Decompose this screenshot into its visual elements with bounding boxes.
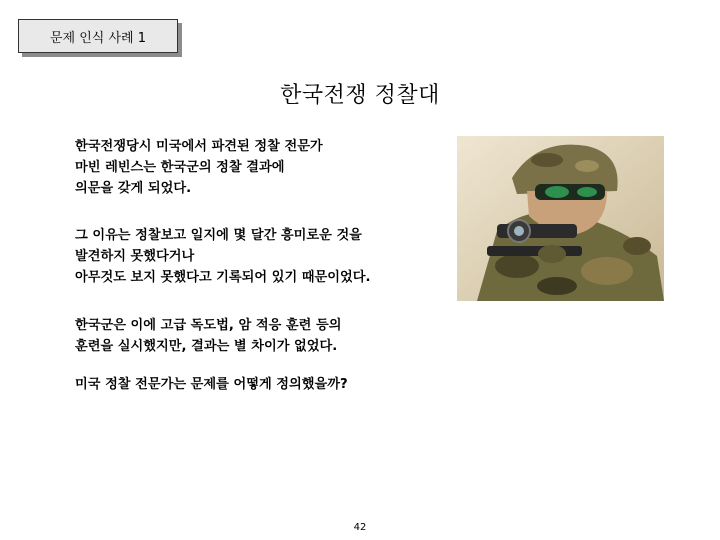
paragraph-training bbox=[75, 315, 341, 357]
paragraph-line: 의문을 갖게 되었다. bbox=[75, 181, 192, 196]
paragraph-reason bbox=[75, 225, 371, 288]
page-number: 42 bbox=[353, 522, 367, 533]
paragraph-line: 마빈 레빈스는 한국군의 정찰 결과에 bbox=[75, 160, 285, 175]
paragraph-line: 아무것도 보지 못했다고 기록되어 있기 때문이었다. bbox=[75, 270, 371, 285]
slide-title: 한국전쟁 정찰대 bbox=[280, 83, 440, 108]
paragraph-line: 발견하지 못했다거나 bbox=[75, 249, 195, 264]
paragraph-line: 미국 정찰 전문가는 문제를 어떻게 정의했을까? bbox=[75, 377, 348, 392]
paragraph-line: 훈련을 실시했지만, 결과는 별 차이가 없었다. bbox=[75, 339, 338, 354]
paragraph-question bbox=[75, 374, 348, 395]
soldier-photo bbox=[457, 136, 664, 301]
section-tag-label: 문제 인식 사례 1 bbox=[49, 30, 147, 46]
paragraph-background bbox=[75, 136, 323, 199]
paragraph-line: 한국군은 이에 고급 독도법, 암 적응 훈련 등의 bbox=[75, 318, 342, 333]
paragraph-line: 그 이유는 정찰보고 일지에 몇 달간 흥미로운 것을 bbox=[75, 228, 362, 243]
section-tag bbox=[18, 19, 178, 53]
paragraph-line: 한국전쟁당시 미국에서 파견된 정찰 전문가 bbox=[75, 139, 323, 154]
